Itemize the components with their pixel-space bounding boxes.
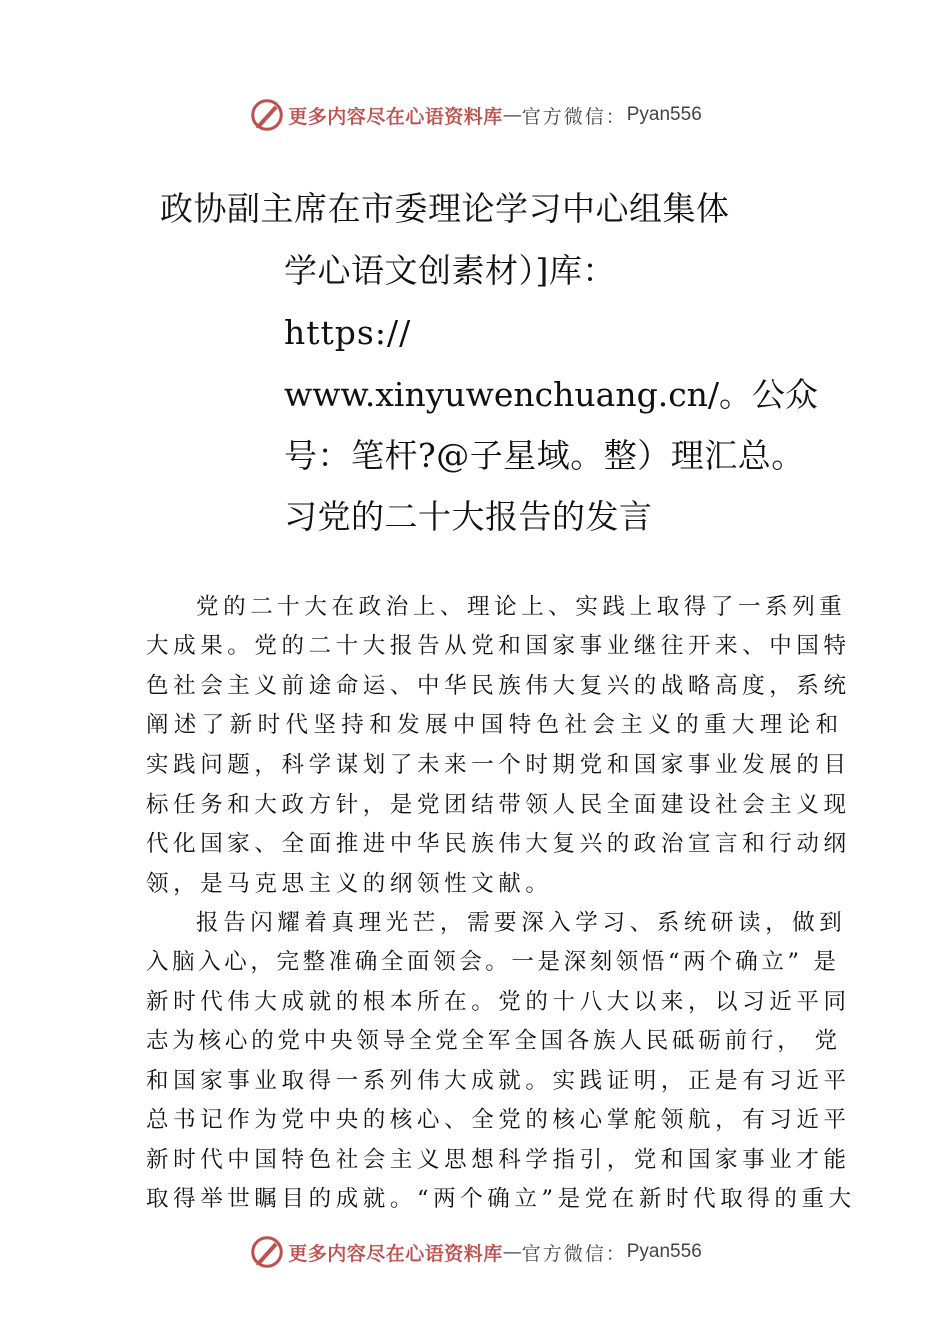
banner-dash: — — [502, 1241, 522, 1263]
body-line-4: 阐述了新时代坚持和发展中国特色社会主义的重大理论和 — [146, 712, 844, 738]
title-line-4: www.xinyuwenchuang.cn/。公众 — [284, 375, 819, 414]
title-line-2: 学心语文创素材）]库： — [284, 251, 616, 290]
body-line-15: 新时代中国特色社会主义思想科学指引，党和国家事业才能 — [146, 1147, 851, 1173]
body-line-5: 实践问题，科学谋划了未来一个时期党和国家事业发展的目 — [146, 752, 851, 778]
banner-wechat-id: Pyan556 — [626, 104, 702, 125]
footer-banner — [0, 1232, 950, 1272]
body-line-10: 入脑入心，完整准确全面领会。一是深刻领悟“两个确立” 是 — [146, 949, 840, 975]
body-line-11: 新时代伟大成就的根本所在。党的十八大以来，以习近平同 — [146, 989, 851, 1015]
header-banner — [0, 95, 950, 135]
title-line-5: 号：笔杆?@子星域。整）理汇总。 — [284, 436, 805, 475]
title-line-3: https:// — [284, 313, 412, 352]
banner-lead-text: 更多内容尽在心语资料库 — [288, 105, 503, 128]
pen-seal-icon — [248, 96, 286, 134]
body-line-9: 报告闪耀着真理光芒，需要深入学习、系统研读，做到 — [196, 910, 847, 936]
body-line-2: 大成果。党的二十大报告从党和国家事业继往开来、中国特 — [146, 633, 851, 659]
body-line-1: 党的二十大在政治上、理论上、实践上取得了一系列重 — [196, 594, 847, 620]
body-line-6: 标任务和大政方针，是党团结带领人民全面建设社会主义现 — [146, 792, 851, 818]
banner-wechat-label: 官方微信： — [521, 1242, 627, 1265]
body-line-8: 领，是马克思主义的纲领性文献。 — [146, 871, 553, 897]
body-line-14: 总书记作为党中央的核心、全党的核心掌舵领航，有习近平 — [146, 1107, 851, 1133]
banner-dash: — — [502, 104, 522, 126]
body-line-12: 志为核心的党中央领导全党全军全国各族人民砥砺前行， 党 — [146, 1028, 841, 1054]
banner-lead-text: 更多内容尽在心语资料库 — [288, 1242, 503, 1265]
title-line-6: 习党的二十大报告的发言 — [284, 497, 653, 536]
body-line-16: 取得举世瞩目的成就。“两个确立”是党在新时代取得的重大 — [146, 1186, 856, 1212]
body-line-3: 色社会主义前途命运、中华民族伟大复兴的战略高度，系统 — [146, 673, 851, 699]
title-line-1: 政协副主席在市委理论学习中心组集体 — [160, 189, 730, 228]
pen-seal-icon — [248, 1233, 286, 1271]
body-line-13: 和国家事业取得一系列伟大成就。实践证明，正是有习近平 — [146, 1068, 851, 1094]
banner-wechat-id: Pyan556 — [626, 1241, 702, 1262]
banner-wechat-label: 官方微信： — [521, 105, 627, 128]
body-line-7: 代化国家、全面推进中华民族伟大复兴的政治宣言和行动纲 — [146, 831, 851, 857]
